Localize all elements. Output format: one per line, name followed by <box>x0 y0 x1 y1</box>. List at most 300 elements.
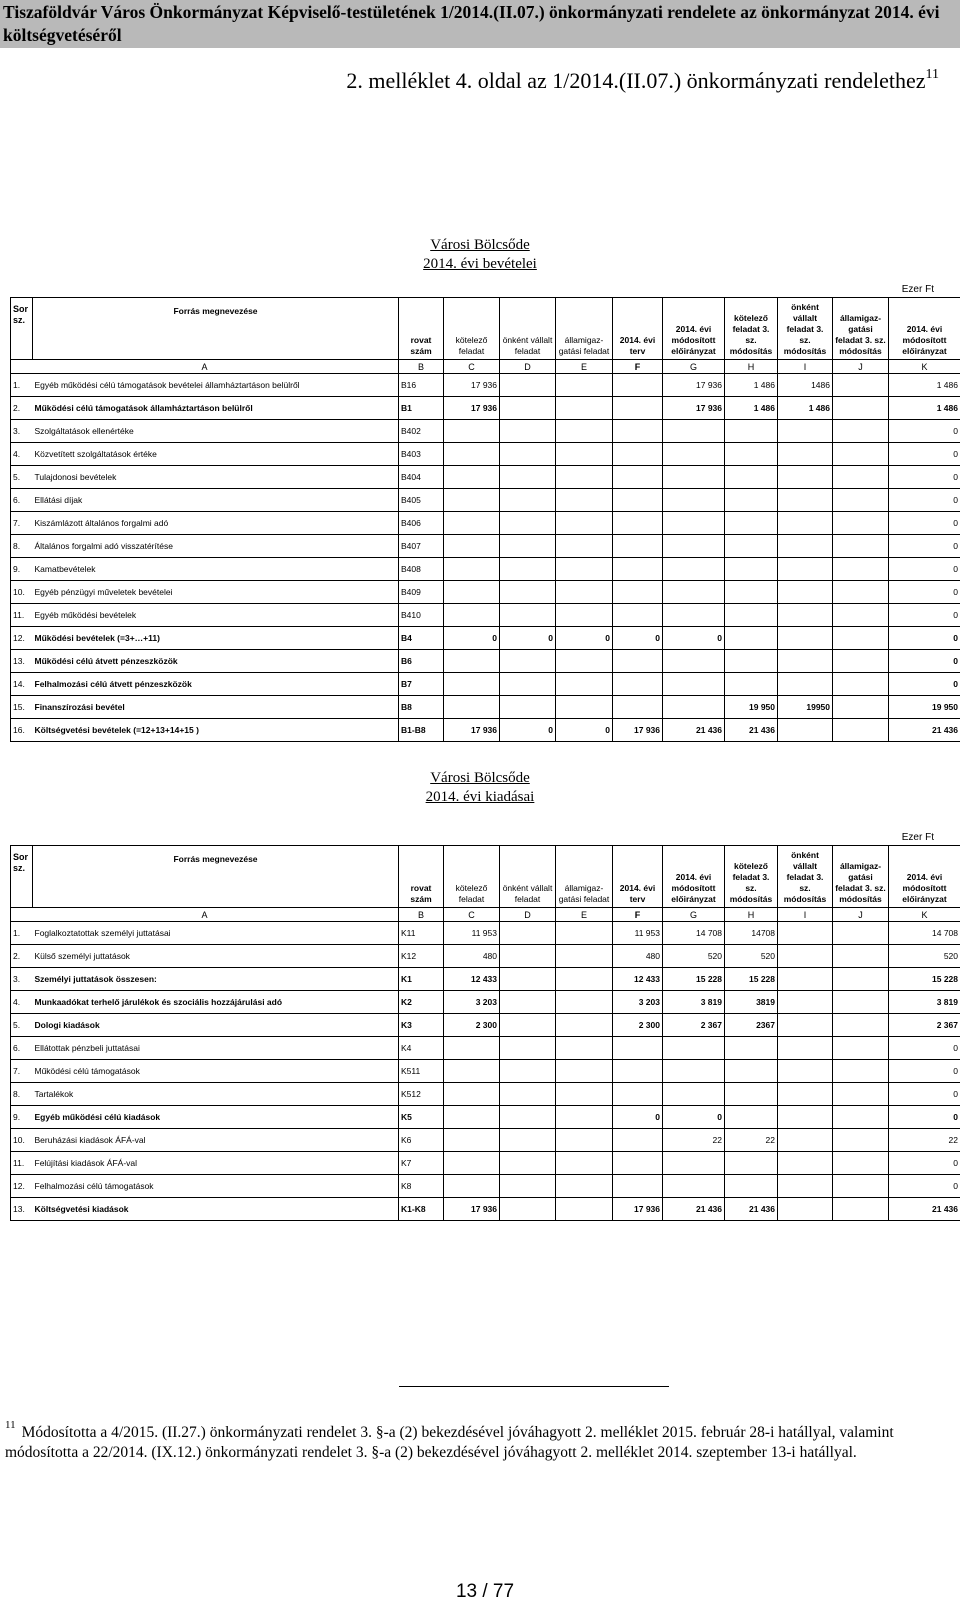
expense-row-number: 2. <box>11 945 33 968</box>
expense-row-value <box>500 1106 556 1129</box>
revenue-row-value <box>833 443 889 466</box>
expense-row-value <box>725 1037 778 1060</box>
expense-row-value <box>500 1060 556 1083</box>
revenue-row-value <box>778 673 833 696</box>
revenue-row-value <box>613 581 663 604</box>
revenue-row-value: 19 950 <box>889 696 960 719</box>
expense-row-value <box>778 1198 833 1221</box>
expense-row-value <box>725 1175 778 1198</box>
revenue-unit-label: Ezer Ft <box>901 284 934 295</box>
revenue-row-value <box>778 512 833 535</box>
revenue-row-value <box>778 650 833 673</box>
expense-row-value <box>833 1083 889 1106</box>
revenue-row-value: 17 936 <box>663 374 725 397</box>
revenue-row-code: B407 <box>399 535 444 558</box>
revenue-row-value: 0 <box>889 443 960 466</box>
revenue-letter-cell: A <box>11 360 399 374</box>
revenue-table <box>10 297 960 742</box>
expense-row-value <box>725 1152 778 1175</box>
expense-row-value <box>556 1037 613 1060</box>
expense-table-row <box>11 922 960 945</box>
expense-row-value <box>778 1037 833 1060</box>
revenue-table-row <box>11 650 960 673</box>
revenue-row-name: Általános forgalmi adó visszatérítése <box>33 535 399 558</box>
expense-row-value: 2 367 <box>889 1014 960 1037</box>
expense-row-value: 14708 <box>725 922 778 945</box>
revenue-row-name: Költségvetési bevételek (=12+13+14+15 ) <box>33 719 399 742</box>
revenue-row-value <box>613 420 663 443</box>
expense-row-number: 8. <box>11 1083 33 1106</box>
expense-row-value: 0 <box>889 1152 960 1175</box>
expense-row-value: 2 300 <box>613 1014 663 1037</box>
expense-row-value: 480 <box>613 945 663 968</box>
revenue-letter-row <box>11 360 960 374</box>
expense-letter-cell: G <box>663 908 725 922</box>
revenue-table-row <box>11 397 960 420</box>
revenue-letter-cell: C <box>444 360 500 374</box>
expense-row-number: 6. <box>11 1037 33 1060</box>
revenue-row-value: 0 <box>889 420 960 443</box>
expense-row-value <box>833 1106 889 1129</box>
revenue-row-value <box>613 443 663 466</box>
revenue-row-value <box>500 673 556 696</box>
expense-row-value <box>500 968 556 991</box>
expense-row-value <box>500 1152 556 1175</box>
expense-letter-cell: K <box>889 908 960 922</box>
expense-letter-cell: E <box>556 908 613 922</box>
revenue-row-name: Tulajdonosi bevételek <box>33 466 399 489</box>
expense-table-head <box>11 846 960 922</box>
expense-row-value: 22 <box>889 1129 960 1152</box>
revenue-row-number: 7. <box>11 512 33 535</box>
expense-section-title <box>0 769 960 807</box>
expense-row-value: 21 436 <box>663 1198 725 1221</box>
revenue-row-number: 3. <box>11 420 33 443</box>
expense-table-row <box>11 991 960 1014</box>
expense-row-value <box>500 1014 556 1037</box>
expense-table-row <box>11 1129 960 1152</box>
expense-row-code: K3 <box>399 1014 444 1037</box>
revenue-row-value: 0 <box>556 627 613 650</box>
revenue-title-institution: Városi Bölcsőde <box>430 237 530 253</box>
expense-letter-cell: D <box>500 908 556 922</box>
revenue-row-value <box>613 374 663 397</box>
revenue-row-value: 0 <box>500 719 556 742</box>
annex-title <box>0 68 960 94</box>
revenue-row-number: 2. <box>11 397 33 420</box>
expense-row-value <box>778 1129 833 1152</box>
revenue-table-row <box>11 535 960 558</box>
expense-row-value <box>725 1060 778 1083</box>
revenue-table-row <box>11 512 960 535</box>
revenue-row-value <box>663 535 725 558</box>
revenue-row-name: Működési bevételek (=3+…+11) <box>33 627 399 650</box>
revenue-row-value <box>500 443 556 466</box>
revenue-table-row <box>11 374 960 397</box>
expense-row-number: 12. <box>11 1175 33 1198</box>
expense-row-value <box>778 1152 833 1175</box>
revenue-row-name: Működési célú átvett pénzeszközök <box>33 650 399 673</box>
expense-row-value <box>725 1083 778 1106</box>
expense-row-value <box>500 922 556 945</box>
expense-row-value: 14 708 <box>889 922 960 945</box>
revenue-row-value: 0 <box>663 627 725 650</box>
revenue-row-value <box>725 512 778 535</box>
expense-row-value: 2 367 <box>663 1014 725 1037</box>
expense-row-value: 0 <box>889 1037 960 1060</box>
revenue-row-code: B7 <box>399 673 444 696</box>
revenue-row-code: B403 <box>399 443 444 466</box>
revenue-row-value <box>833 719 889 742</box>
revenue-row-value <box>556 558 613 581</box>
revenue-row-name: Egyéb működési bevételek <box>33 604 399 627</box>
expense-row-number: 10. <box>11 1129 33 1152</box>
expense-row-value: 520 <box>663 945 725 968</box>
revenue-row-value <box>444 535 500 558</box>
expense-row-number: 3. <box>11 968 33 991</box>
expense-row-value: 15 228 <box>725 968 778 991</box>
expense-row-number: 7. <box>11 1060 33 1083</box>
revenue-row-value <box>663 489 725 512</box>
expense-row-number: 4. <box>11 991 33 1014</box>
expense-row-value <box>556 1014 613 1037</box>
expense-unit-label: Ezer Ft <box>901 832 934 843</box>
revenue-row-name: Kiszámlázott általános forgalmi adó <box>33 512 399 535</box>
expense-row-code: K1 <box>399 968 444 991</box>
revenue-row-code: B8 <box>399 696 444 719</box>
expense-row-number: 9. <box>11 1106 33 1129</box>
revenue-row-value: 0 <box>889 581 960 604</box>
expense-header-col-7: kötelező feladat 3. sz. módosítás <box>725 846 778 908</box>
revenue-row-value <box>500 489 556 512</box>
revenue-row-code: B16 <box>399 374 444 397</box>
revenue-header-col-10: 2014. évi módosított előirányzat <box>889 298 960 360</box>
revenue-header-col-2: kötelező feladat <box>444 298 500 360</box>
revenue-row-value <box>500 558 556 581</box>
revenue-letter-cell: E <box>556 360 613 374</box>
revenue-table-row <box>11 558 960 581</box>
revenue-row-number: 11. <box>11 604 33 627</box>
document-header-bar <box>0 0 960 48</box>
expense-row-value <box>833 922 889 945</box>
expense-row-value <box>663 1152 725 1175</box>
revenue-row-value <box>663 466 725 489</box>
expense-row-code: K5 <box>399 1106 444 1129</box>
revenue-row-value: 0 <box>889 650 960 673</box>
expense-row-code: K6 <box>399 1129 444 1152</box>
revenue-row-number: 1. <box>11 374 33 397</box>
revenue-row-name: Ellátási díjak <box>33 489 399 512</box>
revenue-row-value <box>500 581 556 604</box>
revenue-row-value: 21 436 <box>663 719 725 742</box>
revenue-row-name: Egyéb működési célú támogatások bevételei államháztartáson belülről <box>33 374 399 397</box>
revenue-header-col-9: államigaz-gatási feladat 3. sz. módosítás <box>833 298 889 360</box>
expense-row-value: 0 <box>889 1060 960 1083</box>
expense-row-name: Tartalékok <box>33 1083 399 1106</box>
expense-row-value <box>500 1083 556 1106</box>
expense-row-value <box>444 1106 500 1129</box>
revenue-row-value <box>663 673 725 696</box>
revenue-letter-cell: D <box>500 360 556 374</box>
expense-row-value: 17 936 <box>444 1198 500 1221</box>
revenue-row-value <box>444 673 500 696</box>
expense-table-body <box>11 922 960 1221</box>
revenue-row-value <box>663 512 725 535</box>
expense-row-value: 15 228 <box>889 968 960 991</box>
expense-row-value <box>556 968 613 991</box>
expense-row-value <box>833 1060 889 1083</box>
revenue-row-value: 1 486 <box>889 374 960 397</box>
revenue-row-value <box>833 604 889 627</box>
revenue-row-value <box>613 696 663 719</box>
expense-row-name: Felújítási kiadások ÁFÁ-val <box>33 1152 399 1175</box>
expense-row-code: K1-K8 <box>399 1198 444 1221</box>
expense-title-subject: 2014. évi kiadásai <box>425 789 535 805</box>
revenue-row-value <box>613 512 663 535</box>
expense-row-value <box>556 1129 613 1152</box>
revenue-row-code: B404 <box>399 466 444 489</box>
footnote-number: 11 <box>5 1419 16 1431</box>
expense-row-value: 11 953 <box>613 922 663 945</box>
revenue-row-value: 19 950 <box>725 696 778 719</box>
revenue-section-title <box>0 236 960 274</box>
revenue-row-value: 0 <box>889 627 960 650</box>
expense-header-col-6: 2014. évi módosított előirányzat <box>663 846 725 908</box>
revenue-row-number: 14. <box>11 673 33 696</box>
revenue-row-value <box>778 535 833 558</box>
expense-row-value: 520 <box>725 945 778 968</box>
expense-row-value <box>556 991 613 1014</box>
expense-letter-cell: A <box>11 908 399 922</box>
expense-row-value <box>778 1175 833 1198</box>
expense-row-name: Dologi kiadások <box>33 1014 399 1037</box>
expense-row-value <box>833 1037 889 1060</box>
revenue-row-value <box>500 650 556 673</box>
revenue-row-value <box>778 604 833 627</box>
expense-row-value: 22 <box>663 1129 725 1152</box>
expense-row-value: 2367 <box>725 1014 778 1037</box>
expense-table-row <box>11 1060 960 1083</box>
revenue-row-value <box>725 558 778 581</box>
revenue-row-value: 0 <box>889 512 960 535</box>
revenue-row-number: 13. <box>11 650 33 673</box>
revenue-row-code: B402 <box>399 420 444 443</box>
revenue-row-value <box>725 673 778 696</box>
revenue-row-value <box>556 466 613 489</box>
revenue-row-number: 6. <box>11 489 33 512</box>
revenue-row-value: 17 936 <box>663 397 725 420</box>
revenue-row-value <box>663 650 725 673</box>
annex-title-text: 2. melléklet 4. oldal az 1/2014.(II.07.) önkormányzati rendelethez <box>346 68 926 93</box>
expense-row-value <box>613 1152 663 1175</box>
expense-table-row <box>11 1152 960 1175</box>
revenue-row-code: B408 <box>399 558 444 581</box>
revenue-row-value <box>444 420 500 443</box>
revenue-row-value <box>500 604 556 627</box>
revenue-row-value <box>556 443 613 466</box>
footnote-separator <box>399 1386 669 1387</box>
expense-row-value: 0 <box>889 1106 960 1129</box>
revenue-table-row <box>11 673 960 696</box>
expense-row-value <box>556 1198 613 1221</box>
expense-row-value <box>556 1152 613 1175</box>
revenue-row-value <box>663 696 725 719</box>
expense-row-number: 5. <box>11 1014 33 1037</box>
expense-row-name: Költségvetési kiadások <box>33 1198 399 1221</box>
revenue-row-value <box>725 443 778 466</box>
revenue-row-value <box>500 512 556 535</box>
revenue-row-value <box>663 604 725 627</box>
revenue-letter-cell: G <box>663 360 725 374</box>
revenue-row-value <box>613 397 663 420</box>
expense-row-value <box>613 1129 663 1152</box>
revenue-row-value <box>778 581 833 604</box>
expense-row-value <box>833 1014 889 1037</box>
expense-row-value: 0 <box>889 1175 960 1198</box>
revenue-row-value <box>613 535 663 558</box>
expense-row-value <box>556 1106 613 1129</box>
expense-row-name: Ellátottak pénzbeli juttatásai <box>33 1037 399 1060</box>
revenue-row-code: B4 <box>399 627 444 650</box>
expense-row-value <box>444 1083 500 1106</box>
revenue-table-row <box>11 489 960 512</box>
expense-row-value: 520 <box>889 945 960 968</box>
revenue-row-value <box>500 696 556 719</box>
expense-row-value <box>663 1175 725 1198</box>
revenue-row-value <box>833 650 889 673</box>
expense-row-value <box>556 945 613 968</box>
expense-row-value <box>613 1175 663 1198</box>
expense-letter-cell: J <box>833 908 889 922</box>
revenue-row-value: 17 936 <box>444 719 500 742</box>
revenue-row-value <box>613 489 663 512</box>
revenue-row-value: 17 936 <box>613 719 663 742</box>
revenue-row-value <box>444 443 500 466</box>
revenue-row-value <box>833 420 889 443</box>
expense-table-row <box>11 1106 960 1129</box>
expense-row-code: K4 <box>399 1037 444 1060</box>
expense-row-number: 13. <box>11 1198 33 1221</box>
revenue-table-row <box>11 604 960 627</box>
expense-row-value <box>500 1198 556 1221</box>
revenue-row-name: Működési célú támogatások államháztartáson belülről <box>33 397 399 420</box>
expense-table-row <box>11 1083 960 1106</box>
revenue-row-value <box>663 558 725 581</box>
expense-header-col-3: önként vállalt feladat <box>500 846 556 908</box>
revenue-row-value: 19950 <box>778 696 833 719</box>
expense-row-value <box>778 945 833 968</box>
expense-header-col-1: rovat szám <box>399 846 444 908</box>
expense-row-value <box>663 1037 725 1060</box>
revenue-row-value: 0 <box>889 535 960 558</box>
expense-row-value <box>500 1175 556 1198</box>
revenue-letter-cell: K <box>889 360 960 374</box>
revenue-row-value <box>833 489 889 512</box>
expense-header-source: Forrás megnevezése <box>33 846 399 908</box>
revenue-row-value <box>725 466 778 489</box>
revenue-row-value <box>663 420 725 443</box>
expense-row-value <box>444 1060 500 1083</box>
expense-row-value <box>613 1037 663 1060</box>
expense-header-sor: Sor sz. <box>11 846 33 908</box>
revenue-row-value: 0 <box>556 719 613 742</box>
expense-row-value <box>833 1152 889 1175</box>
expense-header-col-5: 2014. évi terv <box>613 846 663 908</box>
expense-table <box>10 845 960 1221</box>
expense-row-code: K511 <box>399 1060 444 1083</box>
revenue-row-value <box>833 535 889 558</box>
revenue-header-col-3: önként vállalt feladat <box>500 298 556 360</box>
revenue-row-value <box>778 627 833 650</box>
expense-table-row <box>11 1014 960 1037</box>
expense-row-value <box>778 1014 833 1037</box>
revenue-row-value <box>778 719 833 742</box>
revenue-row-value: 17 936 <box>444 374 500 397</box>
revenue-row-number: 5. <box>11 466 33 489</box>
footnote-text: Módosította a 4/2015. (II.27.) önkormányzati rendelet 3. §-a (2) bekezdésével jóváhagyott 2. melléklet 2015. február 28-i hatállyal, valamint módosította a 22/2014. (IX.12.) önkormányzati rendelet 3. §-a (2) bekezdésével jóváhagyott 2. melléklet 2014. szeptember 13-i hatállyal. <box>5 1424 894 1462</box>
revenue-row-value <box>444 604 500 627</box>
revenue-row-value <box>725 650 778 673</box>
revenue-row-value <box>556 374 613 397</box>
revenue-letter-cell: J <box>833 360 889 374</box>
revenue-row-value <box>833 581 889 604</box>
expense-row-value <box>778 991 833 1014</box>
revenue-row-value: 0 <box>889 604 960 627</box>
revenue-row-value <box>833 627 889 650</box>
expense-row-number: 1. <box>11 922 33 945</box>
revenue-row-value: 0 <box>889 489 960 512</box>
expense-row-value: 3 203 <box>613 991 663 1014</box>
expense-row-value: 2 300 <box>444 1014 500 1037</box>
expense-row-value <box>663 1060 725 1083</box>
revenue-row-value <box>444 466 500 489</box>
revenue-row-value <box>663 443 725 466</box>
revenue-row-name: Szolgáltatások ellenértéke <box>33 420 399 443</box>
revenue-header-col-4: államigaz-gatási feladat <box>556 298 613 360</box>
expense-row-value <box>613 1083 663 1106</box>
expense-header-row <box>11 846 960 908</box>
revenue-row-value <box>725 535 778 558</box>
revenue-row-value <box>613 558 663 581</box>
expense-row-value: 3819 <box>725 991 778 1014</box>
revenue-letter-cell: I <box>778 360 833 374</box>
revenue-row-value: 0 <box>500 627 556 650</box>
revenue-row-value <box>725 627 778 650</box>
expense-letter-cell: I <box>778 908 833 922</box>
expense-row-code: K512 <box>399 1083 444 1106</box>
revenue-row-value <box>833 696 889 719</box>
revenue-row-value <box>725 489 778 512</box>
revenue-row-name: Egyéb pénzügyi műveletek bevételei <box>33 581 399 604</box>
expense-letter-cell: F <box>613 908 663 922</box>
expense-header-col-9: államigaz-gatási feladat 3. sz. módosítás <box>833 846 889 908</box>
annex-footnote-ref[interactable]: 11 <box>925 66 939 82</box>
revenue-row-value <box>725 420 778 443</box>
revenue-row-value <box>444 696 500 719</box>
revenue-row-value <box>613 466 663 489</box>
expense-row-value: 3 203 <box>444 991 500 1014</box>
expense-row-name: Működési célú támogatások <box>33 1060 399 1083</box>
expense-table-row <box>11 968 960 991</box>
expense-row-code: K8 <box>399 1175 444 1198</box>
expense-row-value <box>556 1083 613 1106</box>
revenue-row-value <box>833 673 889 696</box>
revenue-header-sor: Sor sz. <box>11 298 33 360</box>
expense-row-value <box>500 1037 556 1060</box>
revenue-row-value: 0 <box>444 627 500 650</box>
expense-row-value: 480 <box>444 945 500 968</box>
revenue-row-value <box>444 489 500 512</box>
